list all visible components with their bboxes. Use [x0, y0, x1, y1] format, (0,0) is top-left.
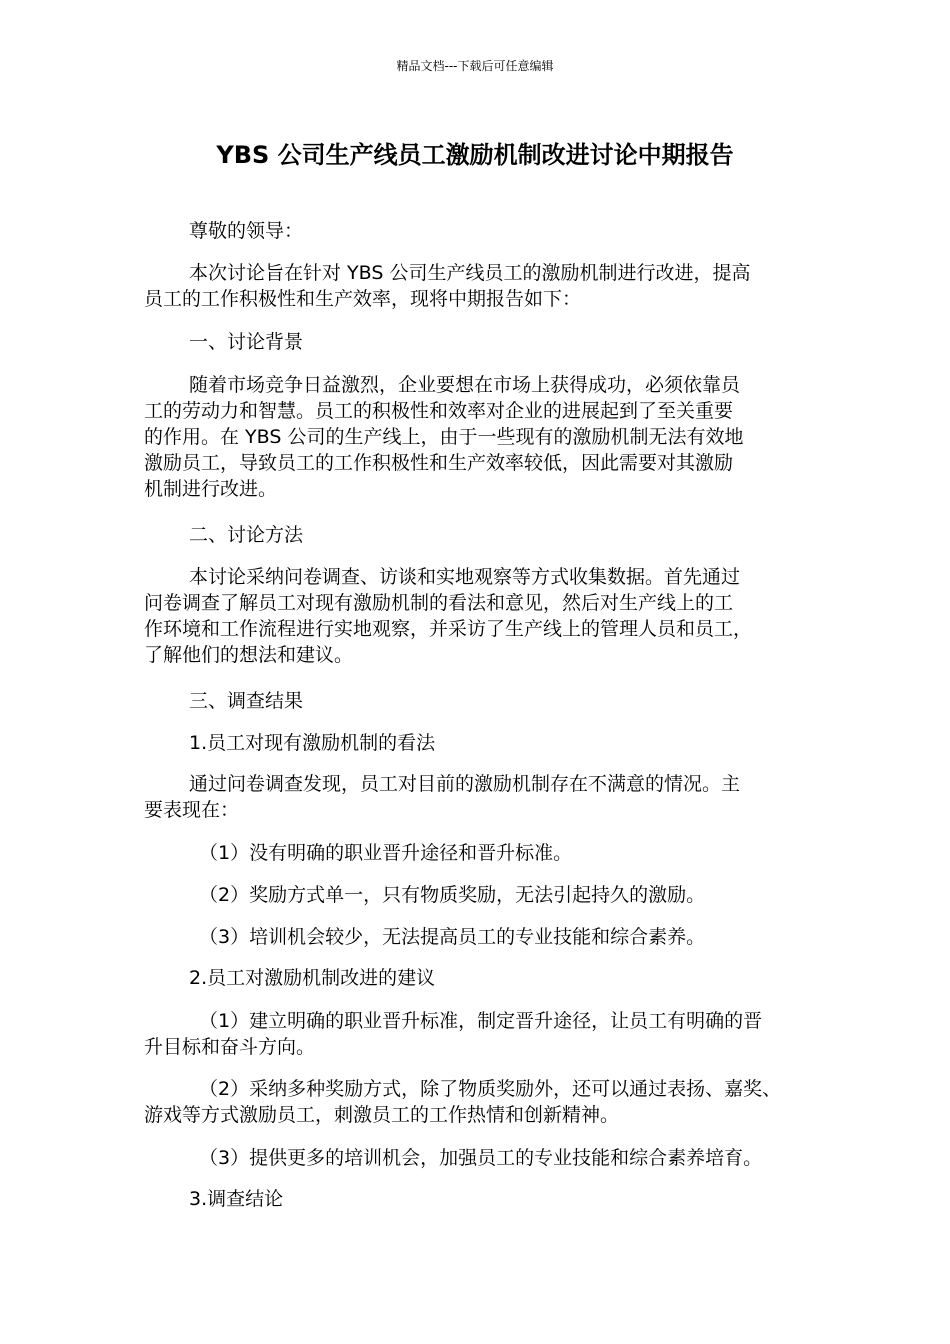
- list-item: （2）采纳多种奖励方式，除了物质奖励外，还可以通过表扬、嘉奖、 游戏等方式激励员工，刺激员工的工作热情和创新精神。: [144, 1078, 782, 1126]
- views-paragraph: 通过问卷调查发现，员工对目前的激励机制存在不满意的情况。主 要表现在：: [144, 773, 741, 821]
- section-heading-method: 二、讨论方法: [189, 524, 304, 546]
- section-heading-background: 一、讨论背景: [189, 331, 304, 353]
- list-item: （3）培训机会较少，无法提高员工的专业技能和综合素养。: [199, 926, 706, 948]
- salutation: 尊敬的领导：: [189, 220, 304, 242]
- method-paragraph: 本讨论采纳问卷调查、访谈和实地观察等方式收集数据。首先通过 问卷调查了解员工对现有激励机制的看法和意见，然后对生产线上的工 作环境和工作流程进行实地观察，并采访了生产线上的管理人员和员工， 了解他们的想法和建议。: [144, 566, 753, 666]
- list-item: （1）建立明确的职业晋升标准，制定晋升途径，让员工有明确的晋 升目标和奋斗方向。: [144, 1010, 763, 1058]
- list-item: （2）奖励方式单一，只有物质奖励，无法引起持久的激励。: [199, 884, 706, 906]
- intro-paragraph: 本次讨论旨在针对 YBS 公司生产线员工的激励机制进行改进，提高 员工的工作积极性和生产效率，现将中期报告如下：: [144, 262, 751, 310]
- list-item: （3）提供更多的培训机会，加强员工的专业技能和综合素养培育。: [199, 1147, 763, 1169]
- document-title: YBS 公司生产线员工激励机制改进讨论中期报告: [216, 141, 734, 169]
- section-heading-results: 三、调查结果: [189, 690, 304, 712]
- page-header: 精品文档---下载后可任意编辑: [396, 59, 554, 73]
- background-paragraph: 随着市场竞争日益激烈，企业要想在市场上获得成功，必须依靠员 工的劳动力和智慧。员工的积极性和效率对企业的进展起到了至关重要 的作用。在 YBS 公司的生产线上，由于一些现有的激励机制无法有效地 激励员工，导致员工的工作积极性和生产效率较低，因此需要对其激励 机制进行改进。: [144, 374, 744, 500]
- subheading-views: 1.员工对现有激励机制的看法: [189, 732, 436, 754]
- list-item: （1）没有明确的职业晋升途径和晋升标准。: [199, 842, 573, 864]
- subheading-suggestions: 2.员工对激励机制改进的建议: [189, 967, 436, 989]
- subheading-conclusion: 3.调查结论: [189, 1188, 284, 1210]
